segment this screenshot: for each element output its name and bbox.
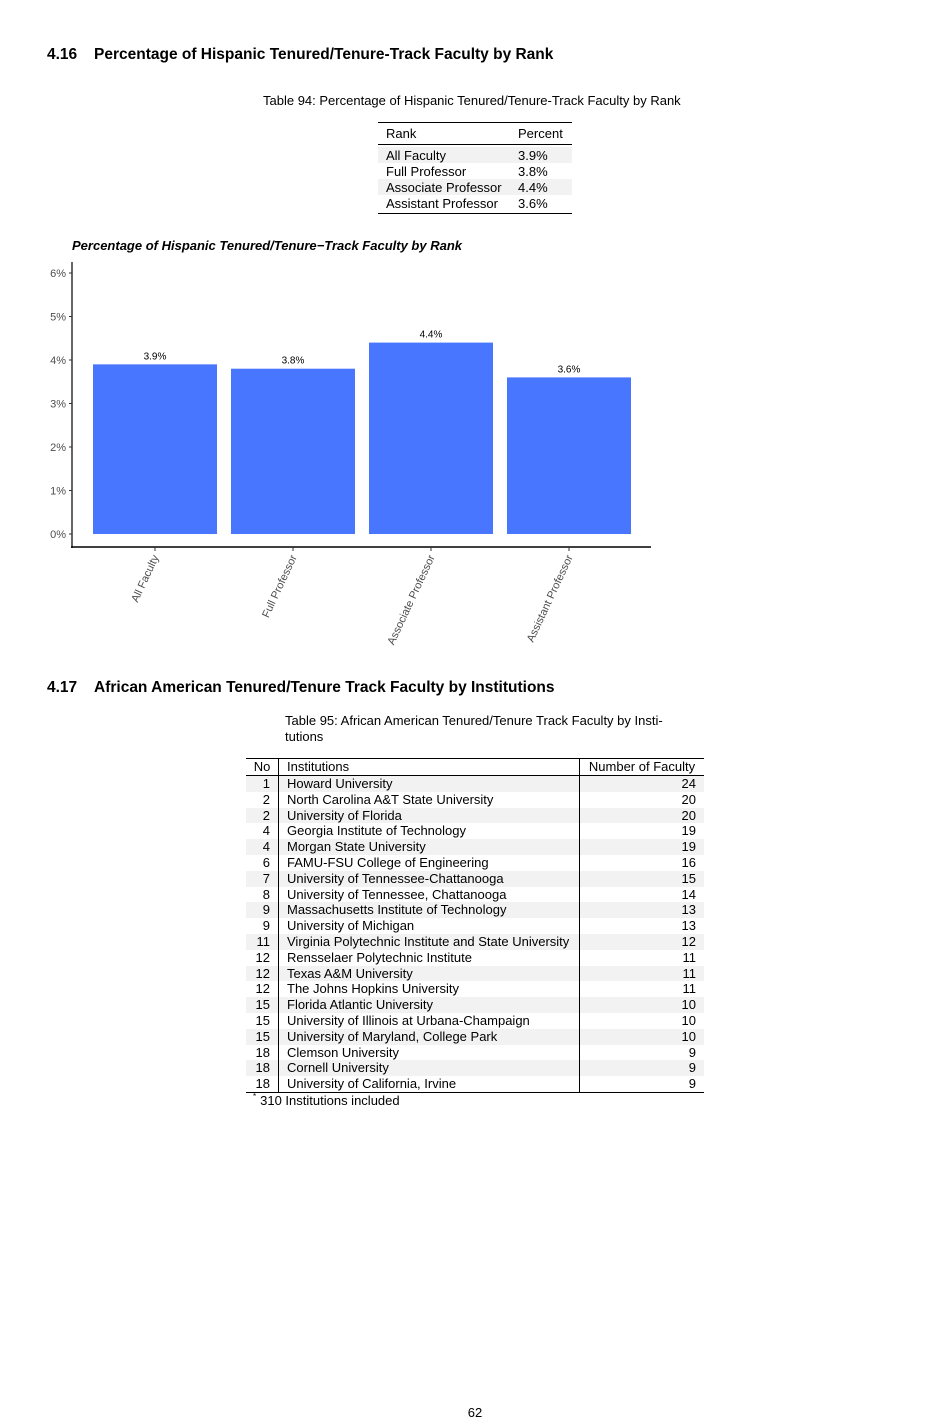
cell-institution: Clemson University	[279, 1045, 580, 1061]
x-tick-label: Full Professor	[260, 553, 300, 620]
cell-number-of-faculty: 20	[681, 791, 696, 807]
cell-no: 18	[246, 1060, 279, 1076]
cell-number-of-faculty: 12	[681, 933, 696, 949]
table-row	[246, 1076, 704, 1092]
cell-percent: 3.6%	[518, 195, 548, 211]
cell-institution: University of Tennessee-Chattanooga	[279, 871, 580, 887]
header-no: No	[246, 759, 279, 775]
chart-title: Percentage of Hispanic Tenured/Tenure−Track Faculty by Rank	[72, 238, 463, 253]
cell-institution: The Johns Hopkins University	[279, 981, 580, 997]
cell-institution: University of Maryland, College Park	[279, 1029, 580, 1045]
cell-no: 6	[246, 855, 279, 871]
section-number: 4.16	[47, 46, 78, 63]
cell-no: 15	[246, 997, 279, 1013]
x-tick-label: Associate Professor	[385, 553, 438, 647]
cell-no: 15	[246, 1013, 279, 1029]
cell-percent: 3.8%	[518, 163, 548, 179]
y-tick-label: 2%	[50, 442, 66, 454]
table-row	[246, 792, 704, 808]
section-title-text: African American Tenured/Tenure Track Faculty by Institutions	[94, 679, 555, 696]
cell-institution: Morgan State University	[279, 839, 580, 855]
cell-institution: Cornell University	[279, 1060, 580, 1076]
table-body	[246, 776, 704, 1092]
bar	[93, 364, 217, 534]
cell-institution: University of Tennessee, Chattanooga	[279, 887, 580, 903]
cell-number-of-faculty: 9	[688, 1044, 696, 1060]
cell-no: 1	[246, 776, 279, 792]
table-row	[246, 1029, 704, 1045]
cell-no: 15	[246, 1029, 279, 1045]
section-title-text: Percentage of Hispanic Tenured/Tenure-Track Faculty by Rank	[94, 46, 554, 63]
cell-no: 9	[246, 918, 279, 934]
header-number-of-faculty: Number of Faculty	[588, 759, 696, 774]
table-row	[246, 934, 704, 950]
cell-no: 12	[246, 981, 279, 997]
table-row	[246, 902, 704, 918]
table-row	[246, 966, 704, 982]
cell-institution: Rensselaer Polytechnic Institute	[279, 950, 580, 966]
table-row	[246, 981, 704, 997]
table-row	[246, 1060, 704, 1076]
cell-number-of-faculty: 9	[688, 1076, 696, 1092]
cell-no: 2	[246, 808, 279, 824]
y-tick-label: 4%	[50, 355, 66, 367]
bar	[369, 343, 493, 534]
cell-number-of-faculty: 19	[681, 839, 696, 855]
x-tick-label: Assistant Professor	[524, 553, 576, 645]
cell-no: 4	[246, 839, 279, 855]
cell-number-of-faculty: 20	[681, 807, 696, 823]
table-row	[246, 1013, 704, 1029]
cell-number-of-faculty: 24	[681, 776, 696, 791]
footnote-mark: *	[253, 1092, 257, 1101]
cell-institution: Texas A&M University	[279, 966, 580, 982]
cell-no: 9	[246, 902, 279, 918]
cell-institution: Howard University	[279, 776, 580, 792]
cell-number-of-faculty: 15	[681, 870, 696, 886]
cell-number-of-faculty: 10	[681, 1028, 696, 1044]
cell-number-of-faculty: 16	[681, 854, 696, 870]
bar-data-label: 3.9%	[143, 351, 167, 363]
cell-percent: 4.4%	[518, 179, 548, 195]
cell-number-of-faculty: 10	[681, 997, 696, 1013]
table-row	[246, 871, 704, 887]
cell-no: 18	[246, 1076, 279, 1092]
y-tick-label: 0%	[50, 529, 66, 541]
section-number: 4.17	[47, 679, 78, 696]
table-95-caption	[285, 713, 685, 745]
cell-institution: Virginia Polytechnic Institute and State University	[279, 934, 580, 950]
cell-no: 7	[246, 871, 279, 887]
cell-number-of-faculty: 11	[682, 965, 696, 981]
table-row	[246, 776, 704, 792]
cell-institution: University of California, Irvine	[279, 1076, 580, 1092]
header-institutions: Institutions	[279, 759, 580, 775]
cell-number-of-faculty: 19	[681, 823, 696, 839]
table-header-row	[246, 758, 704, 776]
bar-data-label: 3.6%	[557, 364, 581, 376]
header-rank: Rank	[386, 126, 417, 141]
cell-number-of-faculty: 13	[681, 918, 696, 934]
table-row	[246, 918, 704, 934]
y-tick-label: 5%	[50, 311, 66, 324]
table-row	[246, 855, 704, 871]
cell-institution: University of Florida	[279, 808, 580, 824]
caption-text: Percentage of Hispanic Tenured/Tenure-Track Faculty by Rank	[319, 93, 681, 108]
cell-percent: 3.9%	[518, 147, 548, 163]
cell-institution: FAMU-FSU College of Engineering	[279, 855, 580, 871]
cell-rank: All Faculty	[386, 147, 446, 163]
cell-institution: University of Illinois at Urbana-Champaign	[279, 1013, 580, 1029]
cell-institution: Georgia Institute of Technology	[279, 823, 580, 839]
section-4-17-heading	[47, 679, 555, 697]
cell-no: 12	[246, 950, 279, 966]
cell-no: 12	[246, 966, 279, 982]
page-number: 62	[467, 1405, 483, 1420]
caption-line-2: tutions	[285, 729, 324, 744]
bar-data-label: 3.8%	[281, 355, 305, 367]
table-row	[246, 950, 704, 966]
cell-no: 11	[246, 934, 279, 950]
cell-number-of-faculty: 13	[681, 902, 696, 918]
cell-number-of-faculty: 11	[682, 949, 696, 965]
table-row	[246, 823, 704, 839]
y-tick-label: 1%	[50, 485, 66, 498]
caption-label: Table 94:	[263, 93, 316, 108]
cell-institution: North Carolina A&T State University	[279, 792, 580, 808]
caption-label: Table 95:	[285, 713, 338, 728]
bar-data-label: 4.4%	[419, 329, 443, 341]
bar	[231, 369, 355, 534]
bar-chart	[0, 0, 950, 670]
cell-no: 8	[246, 887, 279, 903]
cell-no: 4	[246, 823, 279, 839]
table-row	[246, 1045, 704, 1061]
cell-rank: Full Professor	[386, 163, 467, 179]
y-tick-label: 3%	[50, 398, 66, 411]
cell-rank: Associate Professor	[386, 179, 502, 195]
table-footnote	[253, 1092, 400, 1108]
table-row	[246, 808, 704, 824]
cell-no: 2	[246, 792, 279, 808]
cell-number-of-faculty: 9	[688, 1060, 696, 1076]
footnote-text: 310 Institutions included	[260, 1093, 400, 1108]
cell-number-of-faculty: 11	[682, 981, 696, 997]
x-tick-label: All Faculty	[129, 553, 162, 605]
table-row	[246, 839, 704, 855]
caption-line-1: African American Tenured/Tenure Track Faculty by Insti-	[340, 713, 663, 728]
table-row	[246, 887, 704, 903]
cell-rank: Assistant Professor	[386, 195, 498, 211]
bar	[507, 377, 631, 534]
cell-institution: University of Michigan	[279, 918, 580, 934]
cell-number-of-faculty: 14	[681, 886, 696, 902]
header-percent: Percent	[518, 126, 563, 141]
table-row	[246, 997, 704, 1013]
cell-no: 18	[246, 1045, 279, 1061]
cell-institution: Florida Atlantic University	[279, 997, 580, 1013]
cell-number-of-faculty: 10	[681, 1012, 696, 1028]
y-tick-label: 6%	[50, 268, 66, 280]
cell-institution: Massachusetts Institute of Technology	[279, 902, 580, 918]
table-95	[246, 758, 704, 1093]
